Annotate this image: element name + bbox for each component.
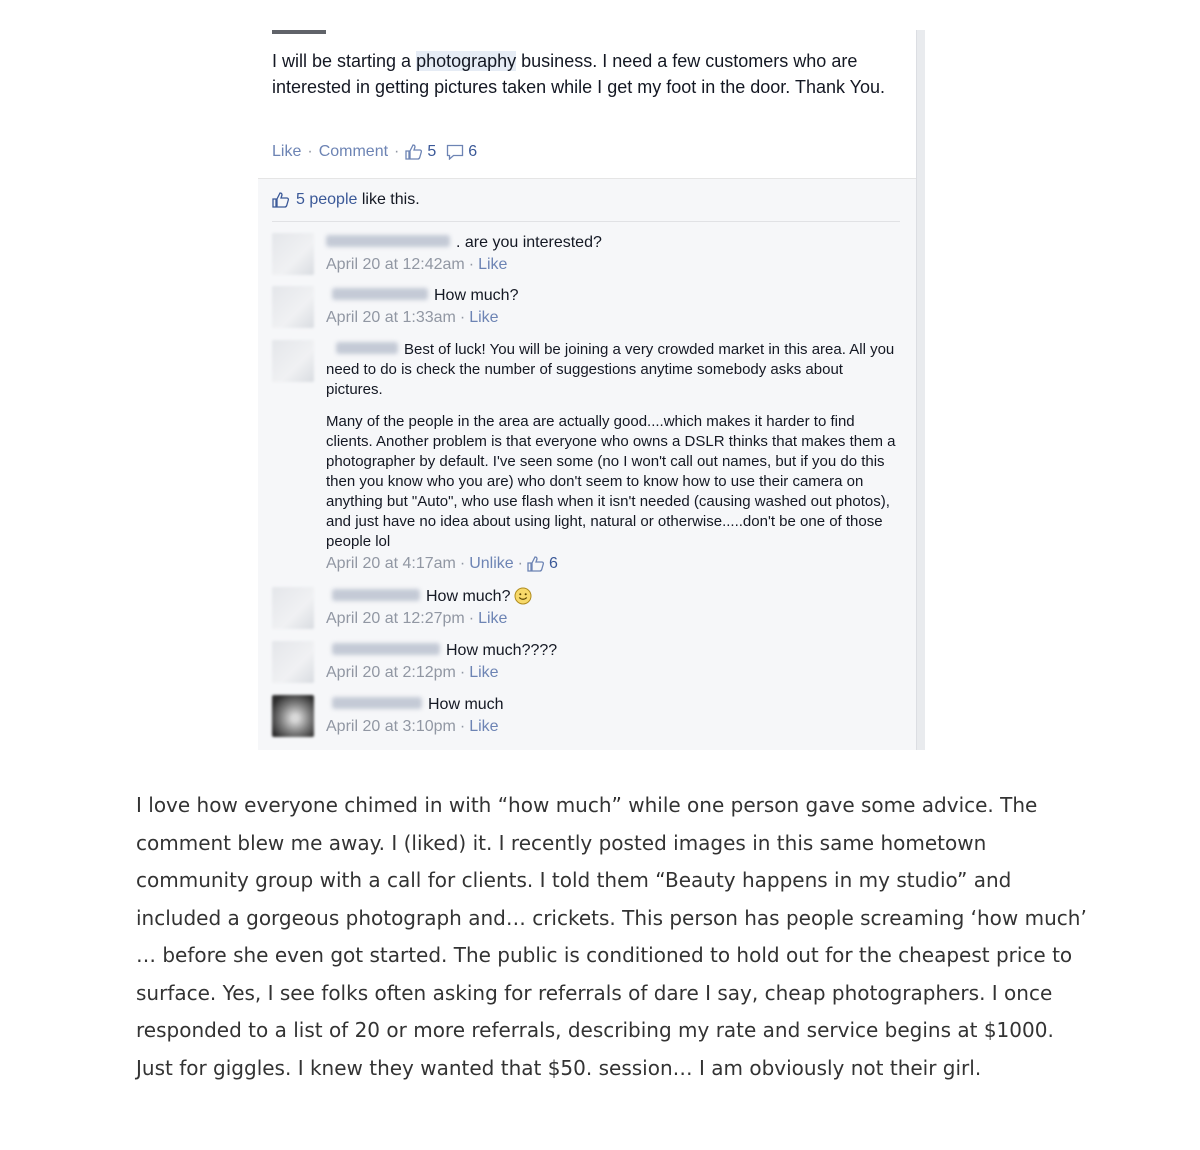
comment-timestamp[interactable]: April 20 at 1:33am [326,309,456,326]
post-like-link[interactable]: Like [272,143,302,160]
post-text-start: I will be starting a [272,51,417,71]
separator: · [468,256,475,273]
comment-unlike-link[interactable]: Unlike [469,555,514,572]
blurred-author-name[interactable] [336,342,398,354]
separator: · [459,555,466,572]
comment-timestamp[interactable]: April 20 at 12:27pm [326,610,465,627]
blurred-author-name[interactable] [332,643,440,655]
comment-text: How much [428,696,504,713]
likes-rest-text: like this. [357,191,420,208]
comment-likes-count[interactable]: 6 [548,555,558,572]
cropped-header-mark [272,30,326,34]
post-text [272,48,897,100]
post-highlight-link[interactable]: photography [416,51,517,71]
blurred-author-name[interactable] [332,288,428,300]
thumbs-up-icon [405,144,423,160]
comment-text: How much???? [446,642,558,659]
likes-summary [272,191,420,209]
avatar[interactable] [272,286,314,328]
comment-bubble-icon [446,144,464,160]
post-comment-link[interactable]: Comment [318,143,389,160]
comment-timestamp[interactable]: April 20 at 2:12pm [326,664,456,681]
blurred-author-name[interactable] [332,697,422,709]
comment-text: Best of luck! You will be joining a very crowded market in this area. All you need to do is check the number of suggestions anytime somebody asks about pictures. [326,341,895,398]
avatar[interactable] [272,233,314,275]
screenshot-right-edge [916,30,925,750]
comment-like-link[interactable]: Like [469,718,499,735]
likes-people-link[interactable]: 5 people [296,191,358,208]
blurred-author-name[interactable] [326,235,450,247]
avatar[interactable] [272,340,314,382]
comment-timestamp[interactable]: April 20 at 3:10pm [326,718,456,735]
separator: · [517,555,523,572]
separator: · [468,610,475,627]
comment-timestamp[interactable]: April 20 at 12:42am [326,256,465,273]
separator: · [459,309,466,326]
separator: · [459,718,466,735]
separator: · [459,664,466,681]
comment-like-link[interactable]: Like [469,309,499,326]
avatar[interactable] [272,587,314,629]
comment-like-link[interactable]: Like [469,664,499,681]
separator: · [307,143,313,160]
post-actions [272,143,483,161]
comment-like-link[interactable]: Like [478,256,508,273]
avatar[interactable] [272,695,314,737]
blog-paragraph: I love how everyone chimed in with “how much” while one person gave some advice. The comment blew me away. I (liked) it. I recently posted images in this same hometown community group with a call for clients. I told them “Beauty happens in my studio” and included a gorgeous photograph and… crickets. This person has people screaming ‘how much’ … before she even got started. The public is conditioned to hold out for the cheapest price to surface. Yes, I see folks often asking for referrals of dare I say, cheap photographers. I once responded to a list of 20 or more referrals, describing my rate and service begins at $1000. Just for giggles. I knew they wanted that $50. session… I am obviously not their girl. [136,793,1087,1080]
avatar[interactable] [272,641,314,683]
comment-text: How much? [434,287,519,304]
comment-text: How much? [426,588,511,605]
facebook-post-screenshot [258,30,925,750]
thumbs-up-icon [527,556,545,572]
comments-section [258,178,916,750]
post-likes-count[interactable]: 5 [427,143,437,160]
separator: · [394,143,400,160]
comment-text: . are you interested? [456,234,602,251]
post-text-end: business. I need a few customers who are interested in getting pictures taken while I get my foot in the door. Thank You. [272,51,886,97]
blurred-author-name[interactable] [332,589,420,601]
smiley-emoji-icon [514,587,532,605]
post-comments-count[interactable]: 6 [468,143,478,160]
divider [272,221,900,222]
comment-timestamp[interactable]: April 20 at 4:17am [326,555,456,572]
thumbs-up-icon [272,192,290,208]
comment-like-link[interactable]: Like [478,610,508,627]
comment-continued-text: Many of the people in the area are actually good....which makes it harder to find clients. Another problem is that everyone who owns a DSLR thinks that makes them a photographer by default. I've seen some (no I won't call out names, but if you do this then you know who you are) who don't seem to know how to use their camera on anything but "Auto", who use flash when it isn't needed (causing washed out photos), and just have no idea about using light, natural or otherwise.....don't be one of those people lol [326,413,896,550]
